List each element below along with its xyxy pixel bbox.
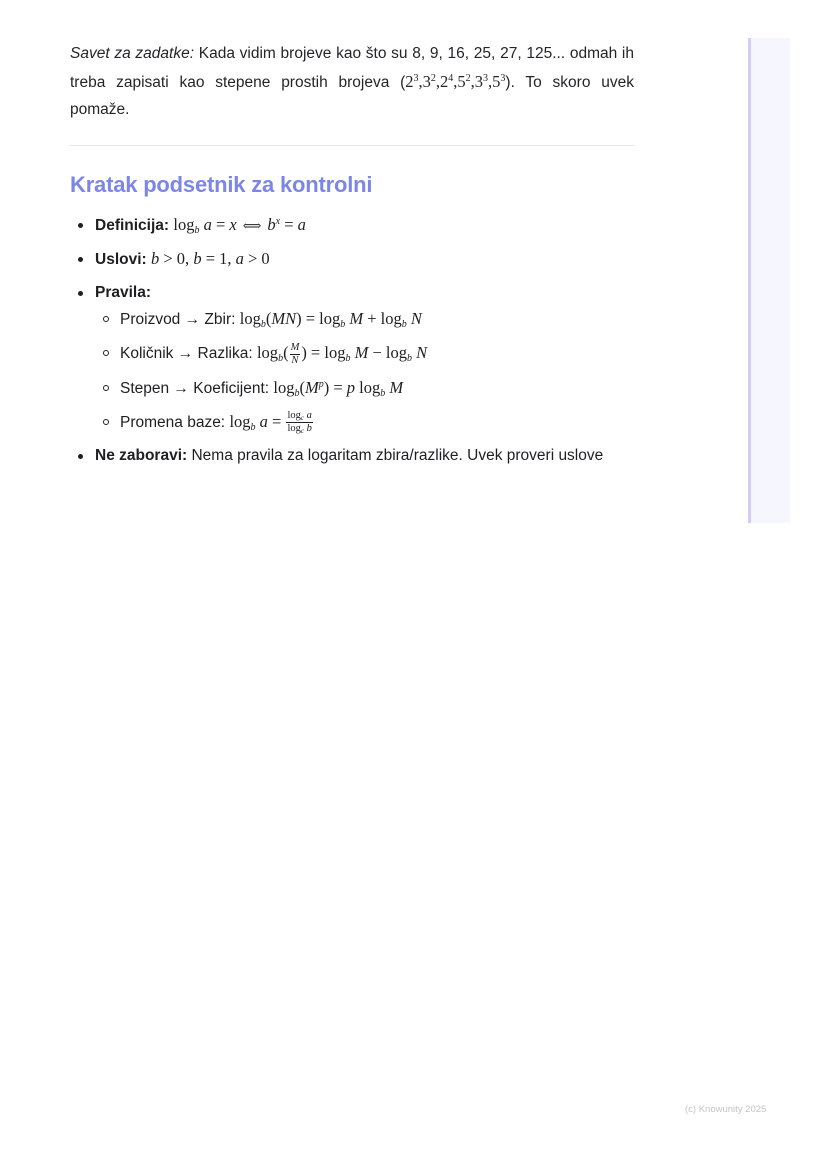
list-item-definition bbox=[70, 214, 670, 237]
tip-label: Savet za zadatke: bbox=[70, 45, 195, 62]
item-label: Uslovi: bbox=[95, 251, 147, 268]
reminder-text: Nema pravila za logaritam zbira/razlike. Uvek proveri uslove bbox=[187, 447, 604, 465]
rule-power bbox=[95, 377, 670, 400]
rule-text: Proizvod → Zbir: bbox=[120, 311, 240, 328]
tip-text-before: Kada vidim brojeve kao što su 8, 9, 16, 25, 27, 125... odmah ih treba zapisati kao stepene prostih brojeva ( bbox=[70, 45, 634, 91]
item-label: Definicija: bbox=[95, 217, 170, 234]
reminder-heading: Kratak podsetnik za kontrolni bbox=[70, 172, 373, 197]
list-item-reminder bbox=[70, 445, 670, 467]
rule-product bbox=[95, 308, 670, 331]
change-base-formula: $\log_b a$ = $\frac{\log_c a}{\log_c b}$ bbox=[229, 410, 312, 436]
item-label: Pravila: bbox=[95, 284, 152, 301]
reminder-list bbox=[70, 214, 670, 478]
rule-change-base bbox=[95, 411, 670, 435]
list-item-conditions bbox=[70, 248, 670, 271]
side-panel bbox=[748, 38, 790, 523]
tip-text-after: ). To skoro uvek pomaže. bbox=[70, 73, 634, 118]
item-label: Ne zaboravi: bbox=[95, 447, 188, 465]
rules-sublist bbox=[95, 308, 670, 434]
conditions-formula: b > 0, b = 1, a > 0 bbox=[151, 249, 270, 268]
quotient-formula: $\log_b$( $\frac{M}{N}$ ) = $\log_b M - \log_b N$ bbox=[256, 341, 428, 366]
power-formula: $\log_b(M^p) = p$ $\log_b M$ bbox=[273, 377, 404, 399]
prime-powers: $2^3,3^2,2^4,5^2,3^3,5^3$ bbox=[405, 71, 506, 91]
list-item-rules bbox=[70, 282, 670, 434]
tip-paragraph bbox=[70, 40, 634, 124]
rule-text: Količnik → Razlika: bbox=[120, 345, 257, 362]
rule-text: Promena baze: bbox=[120, 413, 230, 431]
rule-text: Stepen → Koeficijent: bbox=[120, 379, 274, 397]
section-divider bbox=[70, 145, 634, 146]
definition-formula: $\log_b a = x$ ⟺ $b^x = a$ bbox=[173, 215, 306, 236]
copyright-footer: (c) Knowunity 2025 bbox=[685, 1104, 767, 1115]
rule-quotient bbox=[95, 342, 670, 366]
product-formula: $\log_b(MN) = \log_b M + \log_b N$ bbox=[239, 309, 422, 330]
tip-section bbox=[70, 40, 634, 124]
